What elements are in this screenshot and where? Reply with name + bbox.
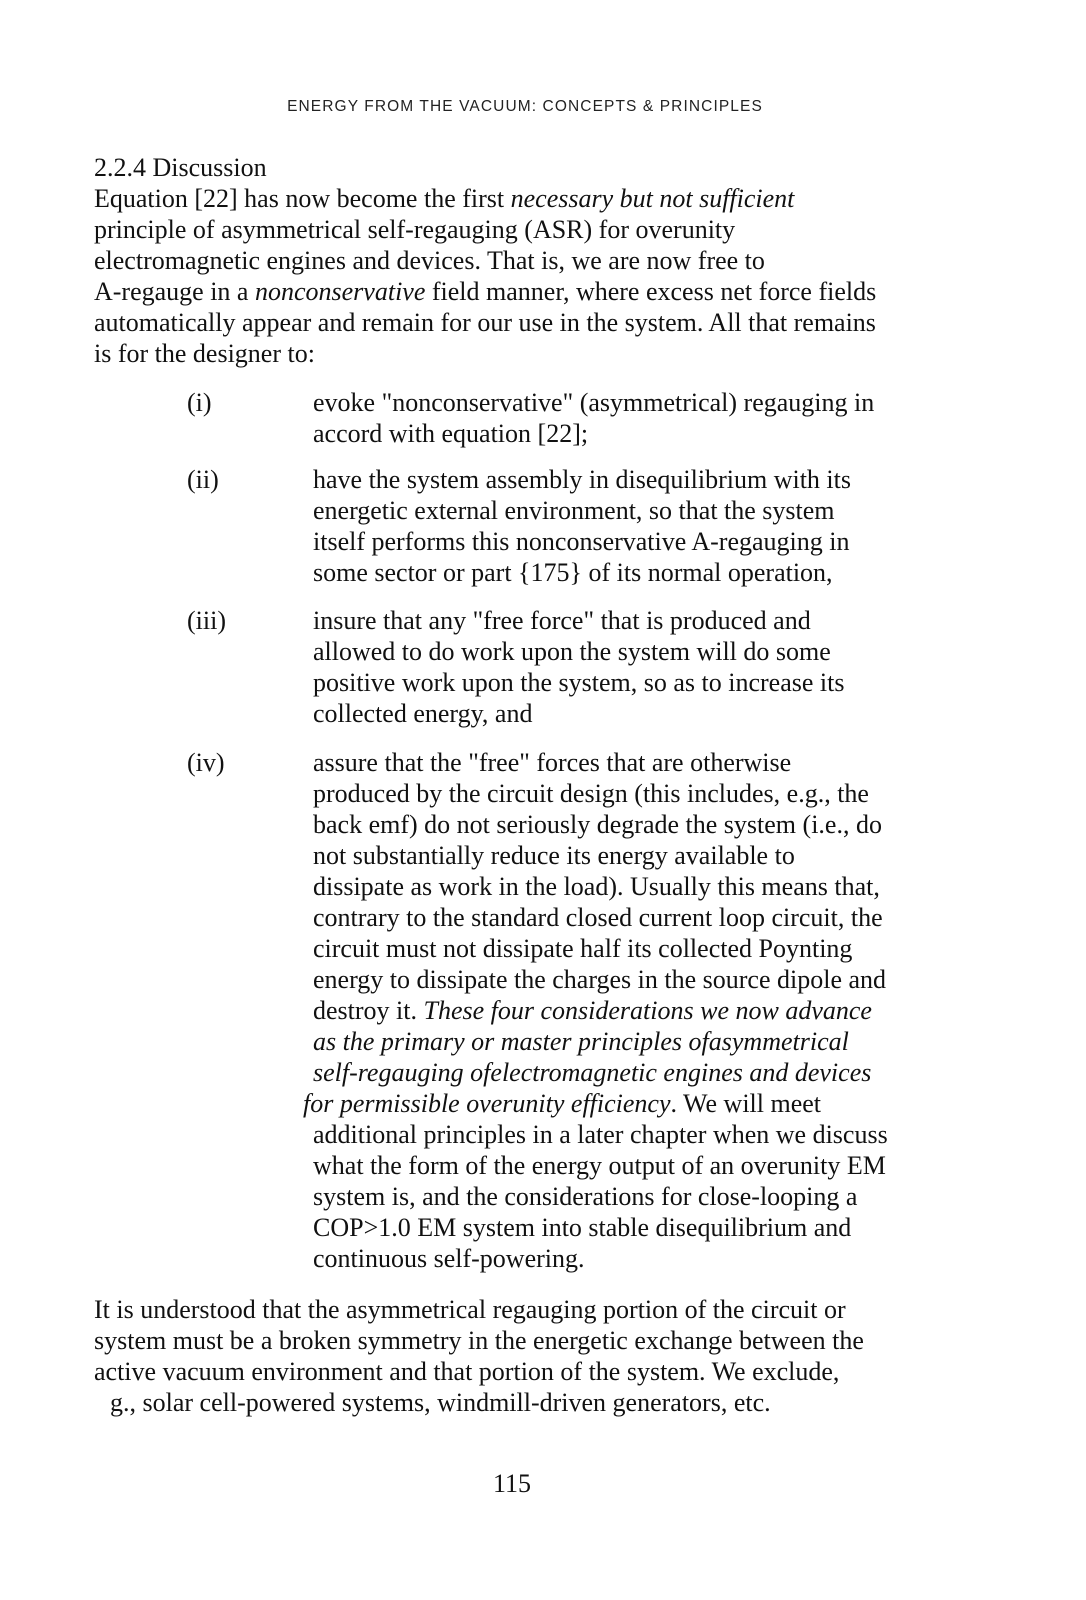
text-run: destroy it. [313, 996, 424, 1025]
text-line: principle of asymmetrical self-regauging (ASR) for overunity [94, 215, 736, 244]
emphasis-text: self-regauging ofelectromagnetic engines and devices [313, 1058, 872, 1087]
text-line [94, 183, 944, 214]
emphasis-text: as the primary or master principles ofasymmetrical [313, 1027, 849, 1056]
text-line: produced by the circuit design (this includes, e.g., the [313, 779, 869, 808]
text-line [313, 995, 953, 1026]
emphasis-text: These four considerations we now advance [423, 996, 872, 1025]
text-run: Equation [22] has now become the first [94, 184, 511, 213]
text-line: circuit must not dissipate half its collected Poynting [313, 934, 853, 963]
text-line [313, 1057, 953, 1088]
text-line: contrary to the standard closed current loop circuit, the [313, 903, 883, 932]
text-line: additional principles in a later chapter when we discuss [313, 1120, 888, 1149]
text-line: have the system assembly in disequilibrium with its [313, 465, 852, 494]
emphasis-text: nonconservative [254, 277, 426, 306]
text-run: . We will meet [670, 1089, 822, 1118]
list-marker: (ii) [187, 465, 219, 494]
emphasis-text: necessary but not sufficient [510, 184, 795, 213]
section-heading [94, 152, 267, 183]
text-line: COP>1.0 EM system into stable disequilibrium and [313, 1213, 852, 1242]
section-number: 2.2.4 [94, 153, 146, 182]
text-line: allowed to do work upon the system will do some [313, 637, 831, 666]
text-run: A-regauge in a [94, 277, 255, 306]
text-line: system must be a broken symmetry in the energetic exchange between the [94, 1326, 864, 1355]
text-line: not substantially reduce its energy available to [313, 841, 795, 870]
text-line: assure that the "free" forces that are otherwise [313, 748, 792, 777]
section-title: Discussion [152, 153, 267, 182]
list-item-text [313, 387, 953, 449]
text-line: evoke "nonconservative" (asymmetrical) regauging in [313, 388, 875, 417]
list-item-text [313, 464, 953, 588]
running-head: ENERGY FROM THE VACUUM: CONCEPTS & PRINCIPLES [287, 98, 763, 115]
text-line: itself performs this nonconservative A-regauging in [313, 527, 850, 556]
text-line: accord with equation [22]; [313, 419, 589, 448]
text-line: is for the designer to: [94, 339, 315, 368]
text-line: g., solar cell-powered systems, windmill-driven generators, etc. [110, 1388, 771, 1417]
text-line: some sector or part {175} of its normal operation, [313, 558, 833, 587]
text-line: dissipate as work in the load). Usually this means that, [313, 872, 880, 901]
text-line: back emf) do not seriously degrade the system (i.e., do [313, 810, 882, 839]
text-line: collected energy, and [313, 699, 533, 728]
text-line: what the form of the energy output of an overunity EM [313, 1151, 886, 1180]
text-line [303, 1088, 953, 1119]
text-line: continuous self-powering. [313, 1244, 585, 1273]
text-line: energetic external environment, so that the system [313, 496, 835, 525]
list-marker: (i) [187, 388, 212, 417]
text-line: electromagnetic engines and devices. That is, we are now free to [94, 246, 765, 275]
text-line: energy to dissipate the charges in the source dipole and [313, 965, 887, 994]
text-line: positive work upon the system, so as to increase its [313, 668, 845, 697]
text-line: system is, and the considerations for close-looping a [313, 1182, 858, 1211]
page-number: 115 [492, 1469, 532, 1498]
text-run: field manner, where excess net force fields [425, 277, 877, 306]
text-line: automatically appear and remain for our use in the system. All that remains [94, 308, 876, 337]
intro-paragraph [94, 183, 944, 369]
emphasis-text: for permissible overunity efficiency [303, 1089, 671, 1118]
text-line: insure that any "free force" that is produced and [313, 606, 811, 635]
text-line [313, 1026, 953, 1057]
text-line [94, 276, 944, 307]
list-marker: (iv) [187, 748, 225, 777]
closing-paragraph [94, 1294, 944, 1418]
list-marker: (iii) [187, 606, 226, 635]
list-item-text [313, 605, 953, 729]
text-line: It is understood that the asymmetrical regauging portion of the circuit or [94, 1295, 846, 1324]
list-item-text [303, 747, 953, 1274]
text-line: active vacuum environment and that portion of the system. We exclude, [94, 1357, 840, 1386]
